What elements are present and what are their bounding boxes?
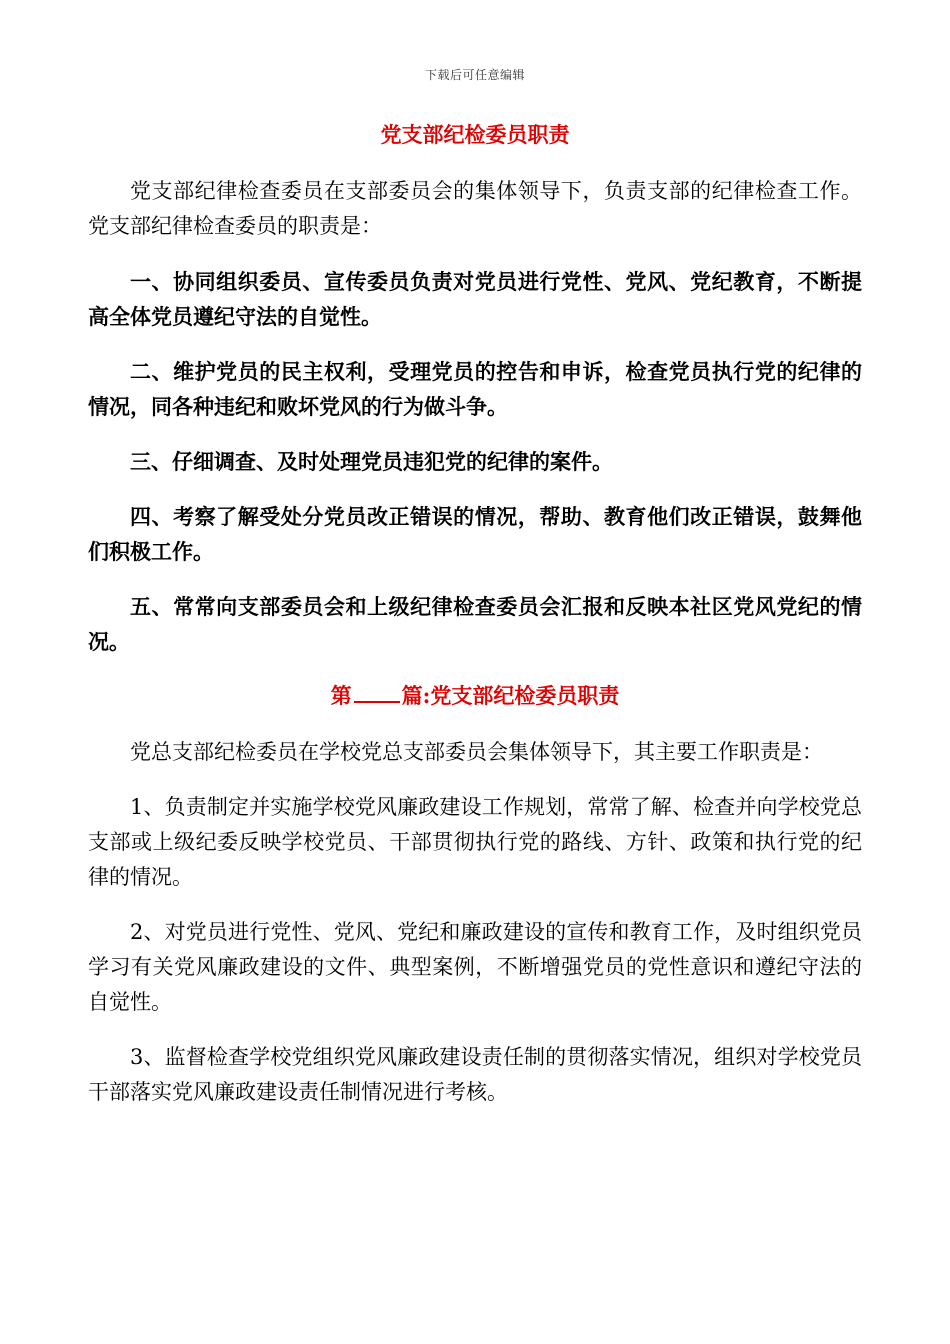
section-2-title-prefix: 第 — [330, 683, 352, 708]
section-2-title-suffix: 篇:党支部纪检委员职责 — [401, 683, 620, 708]
duty-item-5: 五、常常向支部委员会和上级纪律检查委员会汇报和反映本社区党风党纪的情况。 — [88, 594, 862, 654]
blank-underline — [354, 681, 400, 703]
document-title: 党支部纪检委员职责 — [380, 122, 570, 147]
header-note: 下载后可任意编辑 — [424, 68, 525, 82]
section-2-item-2: 2、对党员进行党性、党风、党纪和廉政建设的宣传和教育工作，及时组织党员学习有关党风廉政建设的文件、典型案例，不断增强党员的党性意识和遵纪守法的自觉性。 — [88, 920, 862, 1014]
duty-item-4: 四、考察了解受处分党员改正错误的情况，帮助、教育他们改正错误，鼓舞他们积极工作。 — [88, 504, 862, 564]
section-2-title — [88, 679, 862, 713]
section-2-intro: 党总支部纪检委员在学校党总支部委员会集体领导下，其主要工作职责是： — [130, 740, 823, 764]
duty-item-2: 二、维护党员的民主权利，受理党员的控告和申诉，检查党员执行党的纪律的情况，同各种违纪和败坏党风的行为做斗争。 — [88, 359, 862, 419]
duty-item-3: 三、仔细调查、及时处理党员违犯党的纪律的案件。 — [130, 449, 613, 474]
section-2-item-1: 1、负责制定并实施学校党风廉政建设工作规划，常常了解、检查并向学校党总支部或上级纪委反映学校党员、干部贯彻执行党的路线、方针、政策和执行党的纪律的情况。 — [88, 795, 862, 889]
intro-paragraph: 党支部纪律检查委员在支部委员会的集体领导下，负责支部的纪律检查工作。党支部纪律检查委员的职责是： — [88, 179, 862, 238]
document-body — [88, 118, 862, 1130]
duty-item-1: 一、协同组织委员、宣传委员负责对党员进行党性、党风、党纪教育，不断提高全体党员遵纪守法的自觉性。 — [88, 269, 862, 329]
section-2-item-3: 3、监督检查学校党组织党风廉政建设责任制的贯彻落实情况，组织对学校党员干部落实党风廉政建设责任制情况进行考核。 — [88, 1045, 862, 1104]
